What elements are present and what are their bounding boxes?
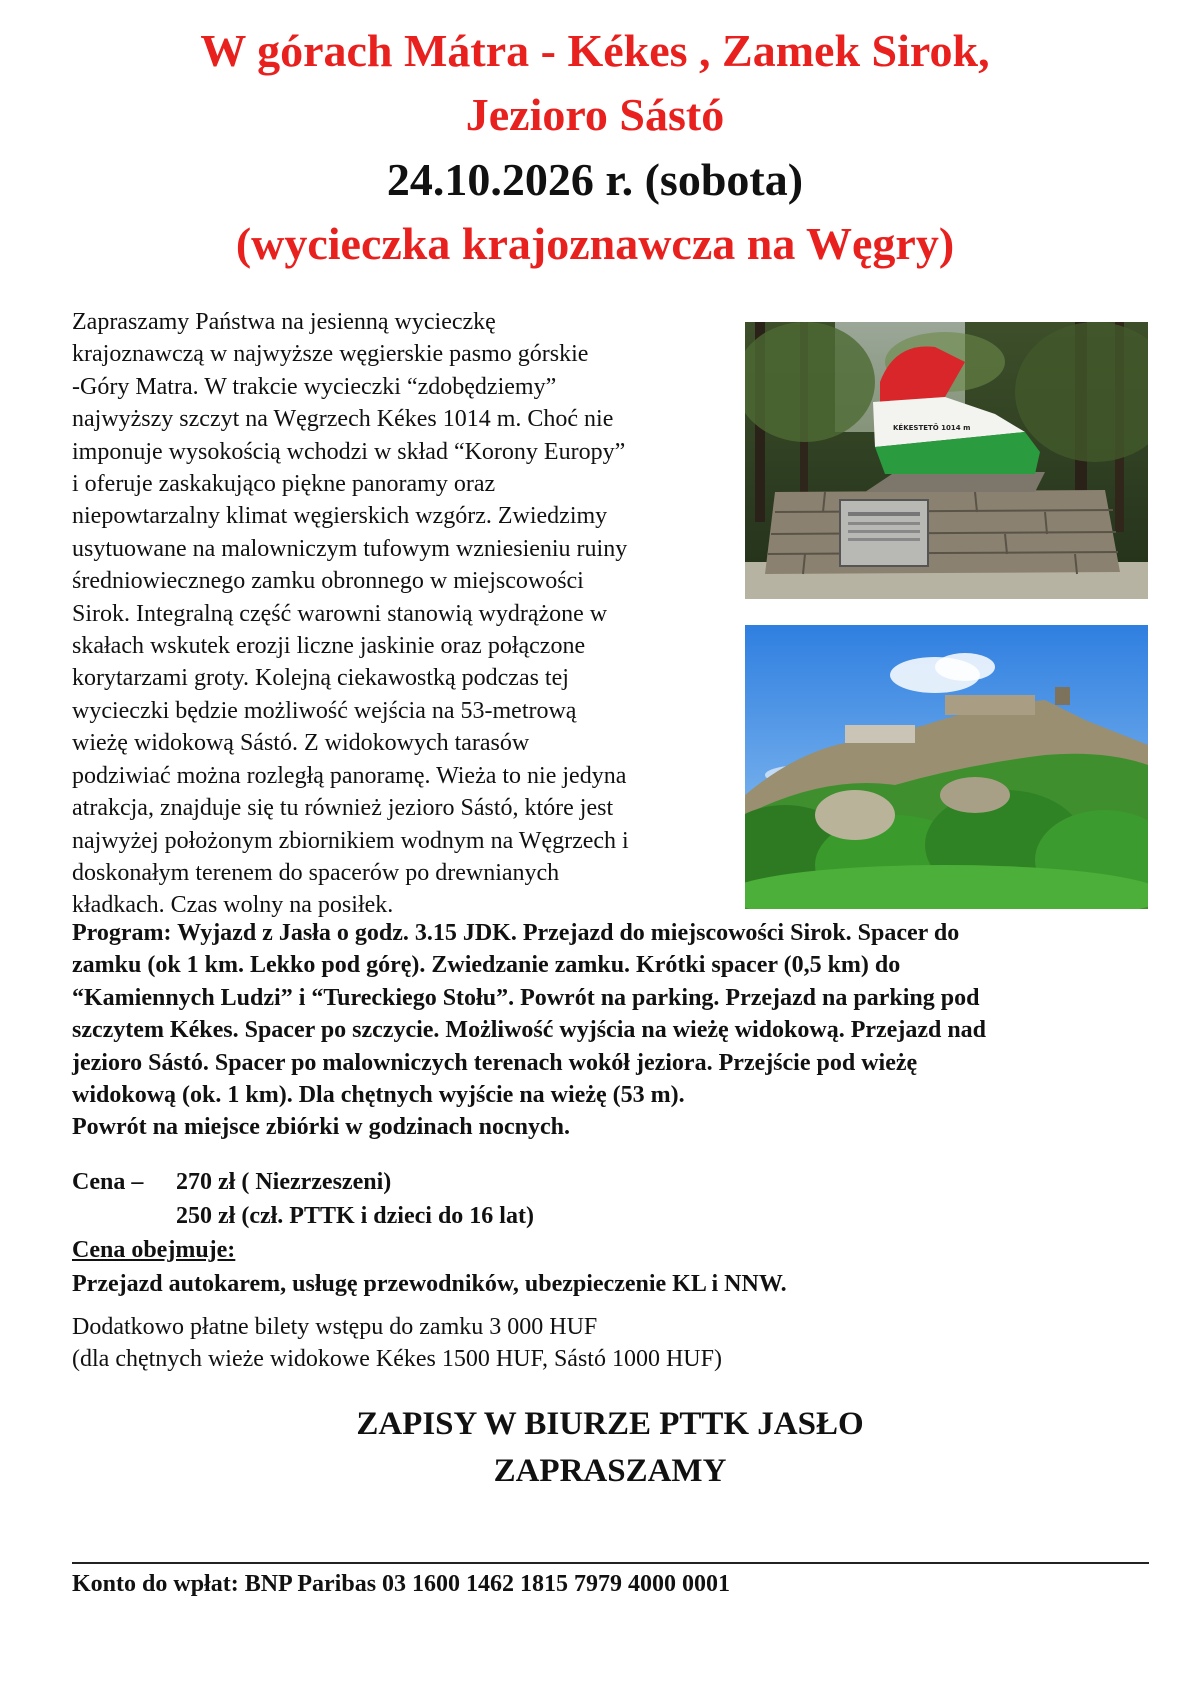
- intro-line: najwyżej położonym zbiornikiem wodnym na Węgrzech i: [72, 827, 629, 854]
- intro-line: krajoznawczą w najwyższe węgierskie pasmo górskie: [72, 341, 589, 368]
- trip-subtitle: (wycieczka krajoznawcza na Węgry): [235, 218, 955, 269]
- title-line-1: W górach Mátra - Kékes , Zamek Sirok,: [200, 25, 990, 76]
- price-section: [72, 1165, 1072, 1301]
- price-row-1: [72, 1165, 1072, 1199]
- price-includes-heading: Cena obejmuje:: [72, 1237, 236, 1263]
- intro-line: Sirok. Integralną część warowni stanowią wydrążone w: [72, 600, 608, 627]
- intro-line: imponuje wysokością wchodzi w skład “Korony Europy”: [72, 438, 626, 465]
- price-row-3: [72, 1233, 1072, 1267]
- program-line: szczytem Kékes. Spacer po szczycie. Możliwość wyjścia na wieżę widokową. Przejazd nad: [72, 1017, 987, 1044]
- extra-fees: [72, 1311, 1072, 1376]
- price-discount: 250 zł (czł. PTTK i dzieci do 16 lat): [176, 1203, 534, 1229]
- program-line: Powrót na miejsce zbiórki w godzinach nocnych.: [72, 1114, 570, 1141]
- program-line: widokową (ok. 1 km). Dla chętnych wyjście na wieżę (53 m).: [72, 1082, 685, 1109]
- program-line: zamku (ok 1 km. Lekko pod górę). Zwiedzanie zamku. Krótki spacer (0,5 km) do: [72, 952, 901, 979]
- intro-line: doskonałym terenem do spacerów po drewnianych: [72, 859, 560, 886]
- price-row-2: [72, 1199, 1072, 1233]
- intro-line: Zapraszamy Państwa na jesienną wycieczkę: [72, 309, 496, 335]
- bank-account: Konto do wpłat: BNP Paribas 03 1600 1462 1815 7979 4000 0001: [72, 1571, 731, 1597]
- price-includes-text: Przejazd autokarem, usługę przewodników, ubezpieczenie KL i NNW.: [72, 1271, 787, 1297]
- kekes-summit-photo: [745, 322, 1148, 599]
- price-label: Cena –: [72, 1169, 144, 1195]
- program-line: jezioro Sástó. Spacer po malowniczych terenach wokół jeziora. Przejście pod wieżę: [72, 1049, 918, 1076]
- intro-line: -Góry Matra. W trakcie wycieczki “zdobędziemy”: [72, 373, 557, 400]
- extra-fees-line-1: Dodatkowo płatne bilety wstępu do zamku 3 000 HUF: [72, 1314, 598, 1340]
- intro-line: średniowiecznego zamku obronnego w miejscowości: [72, 568, 584, 595]
- signup-section: [0, 1401, 1190, 1495]
- intro-line: najwyższy szczyt na Węgrzech Kékes 1014 m. Choć nie: [72, 406, 614, 433]
- signup-line-1: ZAPISY W BIURZE PTTK JASŁO: [356, 1406, 864, 1442]
- program-line: “Kamiennych Ludzi” i “Tureckiego Stołu”. Powrót na parking. Przejazd na parking pod: [72, 984, 980, 1011]
- signup-line-2: ZAPRASZAMY: [493, 1453, 727, 1489]
- intro-line: podziwiać można rozległą panoramę. Wieża to nie jedyna: [72, 762, 627, 789]
- sirok-castle-photo: [745, 625, 1148, 909]
- intro-line: atrakcja, znajduje się tu również jezioro Sástó, które jest: [72, 795, 614, 822]
- summit-stone-text: KÉKESTETŐ 1014 m: [893, 424, 971, 432]
- program-section: [72, 917, 1162, 1144]
- footer-divider: [72, 1562, 1149, 1564]
- title-line-2: Jezioro Sástó: [465, 89, 725, 140]
- intro-line: skałach wskutek erozji liczne jaskinie oraz połączone: [72, 633, 586, 660]
- program-line: Program: Wyjazd z Jasła o godz. 3.15 JDK. Przejazd do miejscowości Sirok. Spacer do: [72, 920, 960, 946]
- intro-line: wycieczki będzie możliwość wejścia na 53-metrową: [72, 697, 577, 724]
- extra-fees-line-2: (dla chętnych wieże widokowe Kékes 1500 HUF, Sástó 1000 HUF): [72, 1346, 722, 1373]
- intro-line: usytuowane na malowniczym tufowym wzniesieniu ruiny: [72, 535, 628, 562]
- intro-line: niepowtarzalny klimat węgierskich wzgórz. Zwiedzimy: [72, 503, 608, 530]
- price-regular: 270 zł ( Niezrzeszeni): [176, 1169, 392, 1195]
- intro-line: i oferuje zaskakująco piękne panoramy oraz: [72, 471, 496, 498]
- intro-paragraph: [72, 306, 732, 922]
- trip-date: 24.10.2026 r. (sobota): [386, 154, 804, 205]
- price-row-4: [72, 1267, 1072, 1301]
- intro-line: wieżę widokową Sástó. Z widokowych tarasów: [72, 730, 530, 757]
- intro-line: korytarzami groty. Kolejną ciekawostką podczas tej: [72, 665, 569, 692]
- intro-line: kładkach. Czas wolny na posiłek.: [72, 892, 394, 919]
